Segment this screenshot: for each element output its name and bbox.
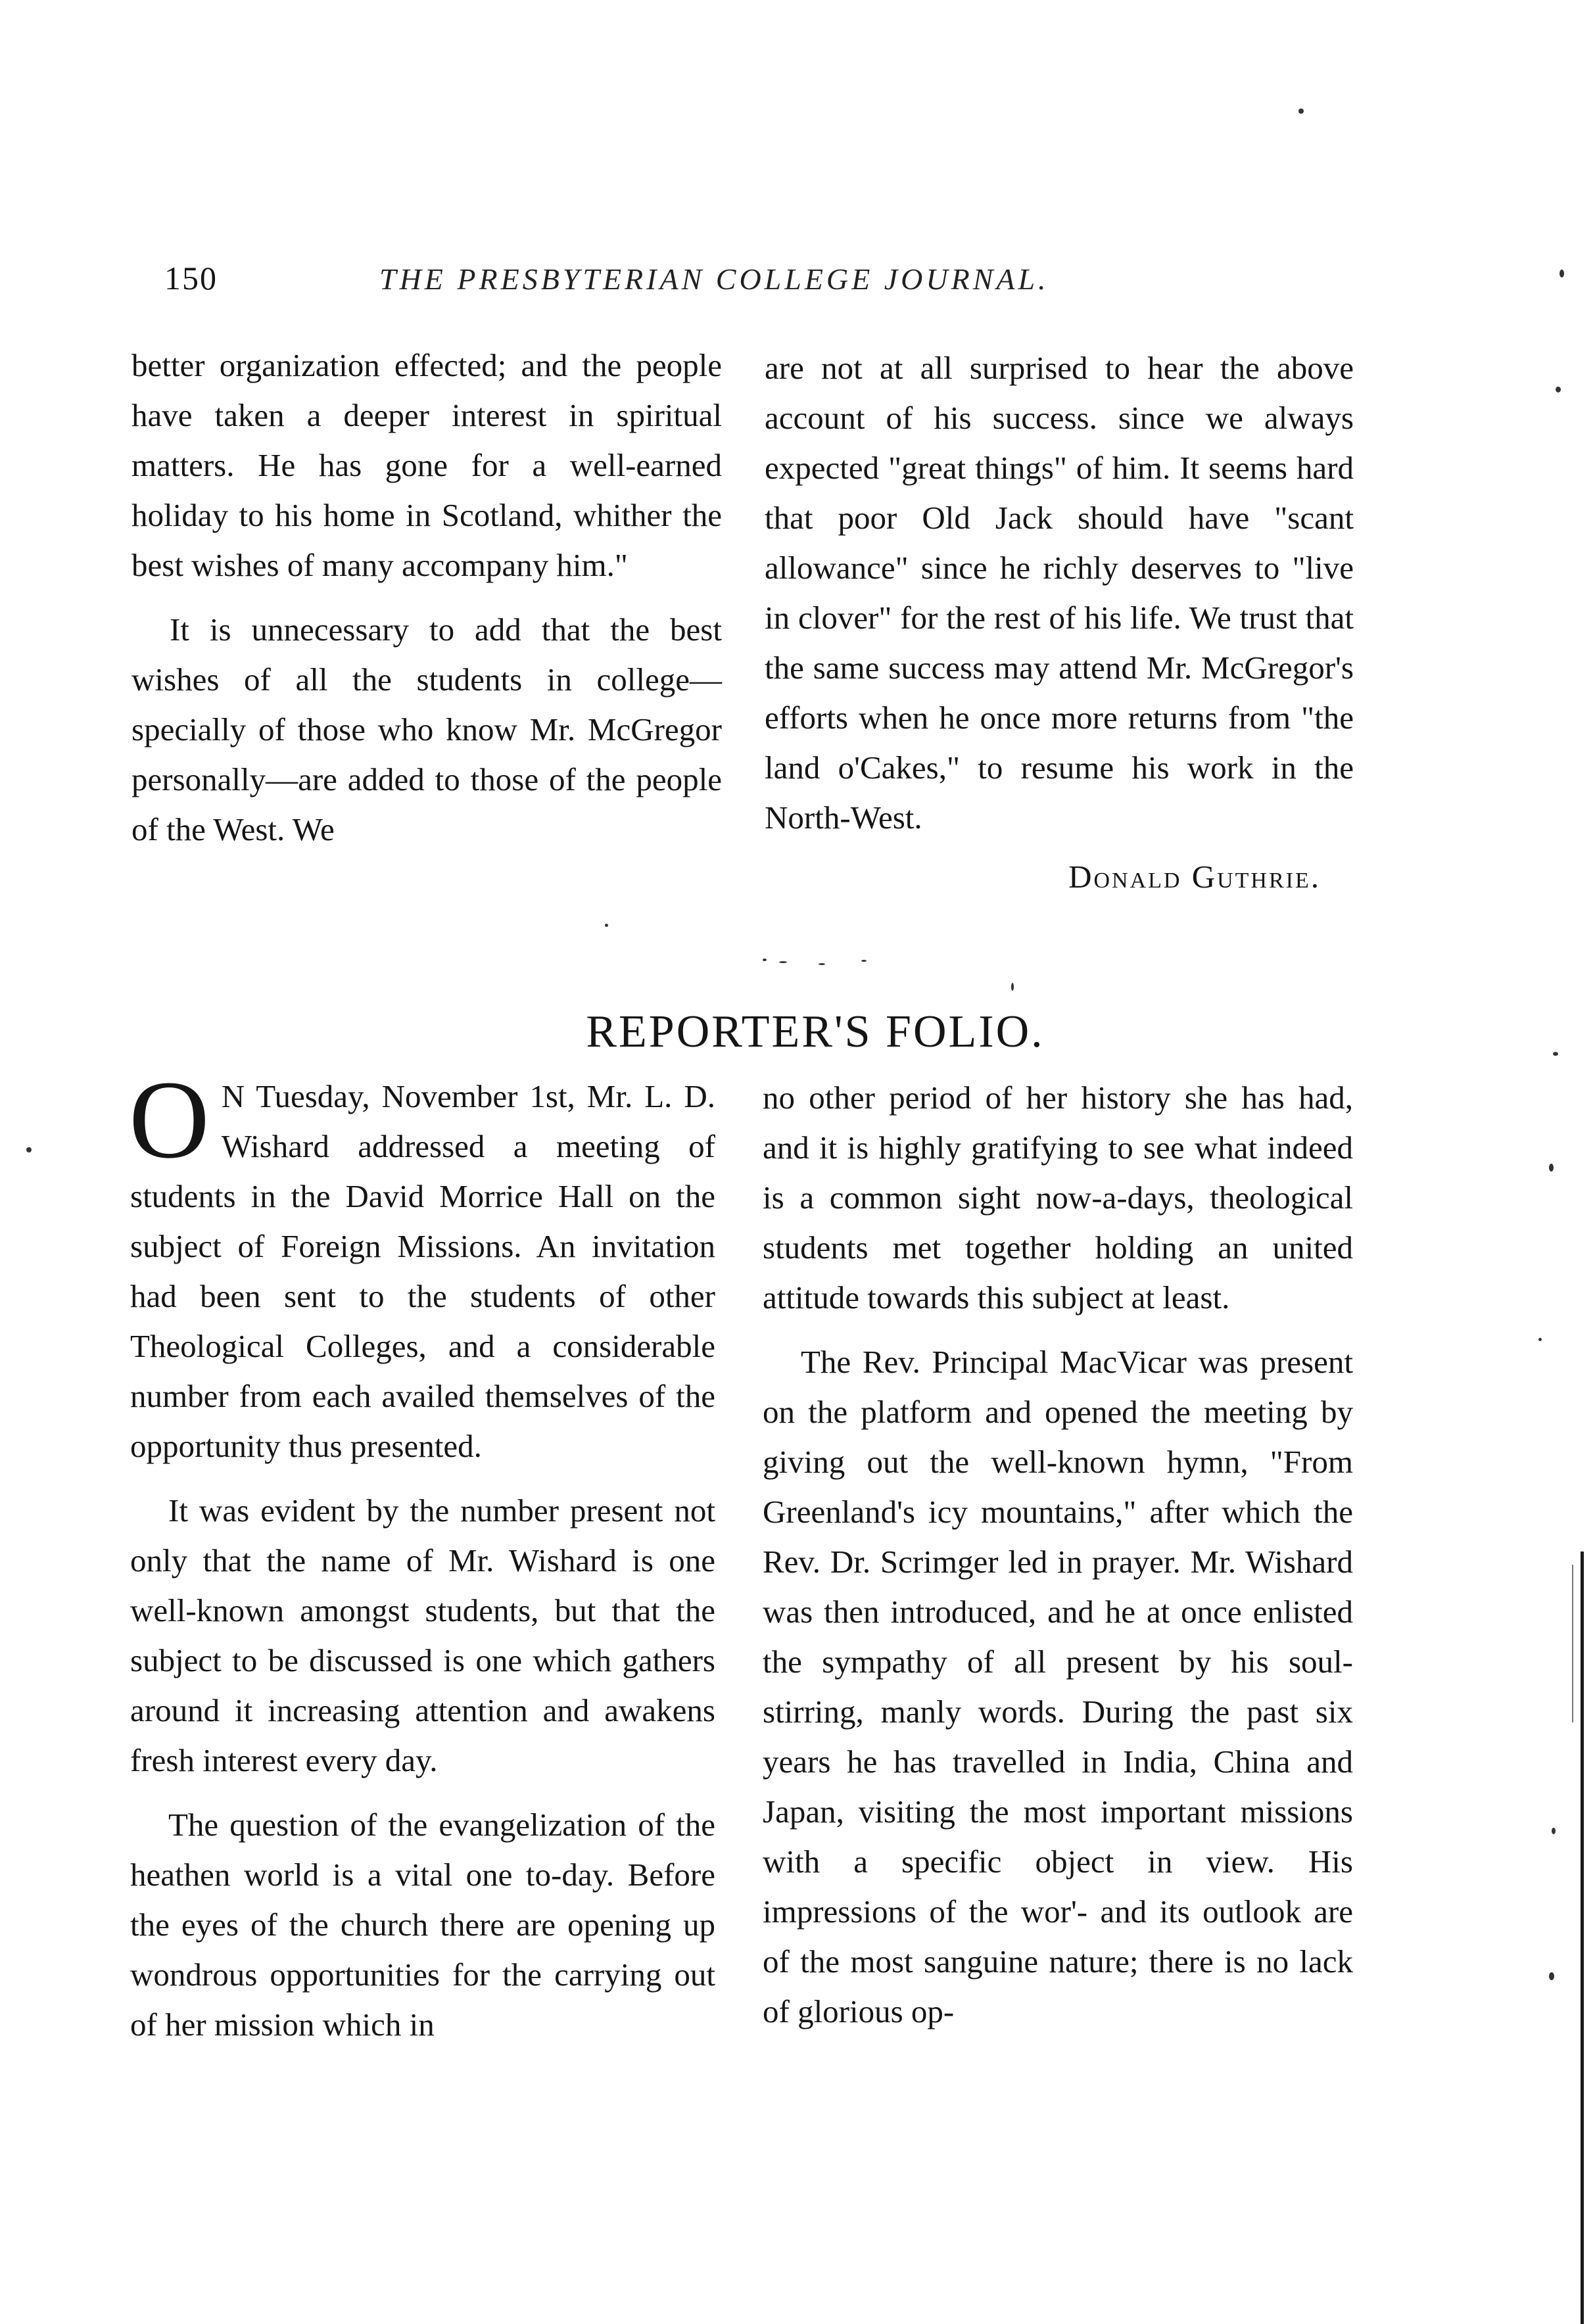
scan-speck xyxy=(1538,1338,1542,1341)
folio-left-column xyxy=(129,1058,715,2064)
page-number: 150 xyxy=(164,260,218,296)
section-heading: REPORTER'S FOLIO. xyxy=(586,1007,1045,1057)
scan-speck xyxy=(26,1147,32,1152)
folio-right-column xyxy=(763,1073,1353,2051)
scan-speck xyxy=(1559,270,1564,277)
scan-speck xyxy=(1549,1972,1554,1980)
scan-speck xyxy=(1298,108,1304,114)
author-signature: Donald Guthrie. xyxy=(1068,859,1321,895)
scan-speck xyxy=(1556,387,1561,392)
paragraph: It was evident by the number present not only that the name of Mr. Wishard is one well-known amongst students, but that the subject to be discussed is one which gathers around it increasing attention and awakens fresh interest every day. xyxy=(130,1492,715,1778)
drop-cap: O xyxy=(129,1058,210,1181)
paragraph-text: N Tuesday, November 1st, Mr. L. D. Wishard addressed a meeting of students in the David Morrice Hall on the subject of Foreign Missions. An invitation had been sent to the students of other Theological Colleges, and a considerable number from each availed themselves of the opportunity thus presented. xyxy=(130,1078,715,1464)
running-head xyxy=(153,258,1349,304)
paragraph: are not at all surprised to hear the above account of his success. since we always expected "great things" of him. It seems hard that poor Old Jack should have "scant allowance" since he richly deserves to "live in clover" for the rest of his life. We trust that the same success may attend Mr. McGregor's efforts when he once more returns from "the land o'Cakes," to resume his work in the North-West. xyxy=(765,350,1354,836)
top-left-column xyxy=(131,341,722,869)
scan-speck xyxy=(1553,1052,1558,1056)
paragraph: better organization effected; and the people have taken a deeper interest in spiritual matters. He has gone for a well-earned holiday to his home in Scotland, whither the best wishes of many accompany him." xyxy=(131,347,722,583)
scan-speck xyxy=(1552,1828,1556,1834)
paragraph: The Rev. Principal MacVicar was present on the platform and opened the meeting by giving out the well-known hymn, "From Greenland's icy mountains," after which the Rev. Dr. Scrimger led in prayer. Mr. Wishard was then introduced, and he at once enlisted the sympathy of all present by his soul-stirring, manly words. During the past six years he has travelled in India, China and Japan, visiting the most important missions with a specific object in view. His impressions of the wor'- and its outlook are of the most sanguine nature; there is no lack of glorious op- xyxy=(763,1344,1353,2029)
paragraph: It is unnecessary to add that the best wishes of all the students in college—specially of those who know Mr. McGregor personally—are added to those of the people of the West. We xyxy=(131,611,722,847)
scan-speck xyxy=(779,961,787,963)
scan-speck xyxy=(605,924,608,927)
scan-speck xyxy=(1011,983,1014,991)
scan-edge-rule-thin xyxy=(1572,1565,1573,1722)
top-right-column xyxy=(765,343,1354,902)
paragraph: no other period of her history she has had, and it is highly gratifying to see what indeed is a common sight now-a-days, theological students met together holding an united attitude towards this subject at least. xyxy=(763,1079,1353,1316)
scan-edge-rule xyxy=(1581,1552,1584,2324)
paragraph xyxy=(129,1058,715,1471)
paragraph: The question of the evangelization of the heathen world is a vital one to-day. Before the eyes of the church there are opening up wondrous opportunities for the carrying out of her mission which in xyxy=(130,1807,715,2043)
scan-speck xyxy=(763,959,767,961)
scan-speck xyxy=(861,960,867,962)
scan-speck xyxy=(1549,1164,1554,1172)
journal-title: THE PRESBYTERIAN COLLEGE JOURNAL. xyxy=(379,262,1049,296)
scan-speck xyxy=(819,963,825,965)
